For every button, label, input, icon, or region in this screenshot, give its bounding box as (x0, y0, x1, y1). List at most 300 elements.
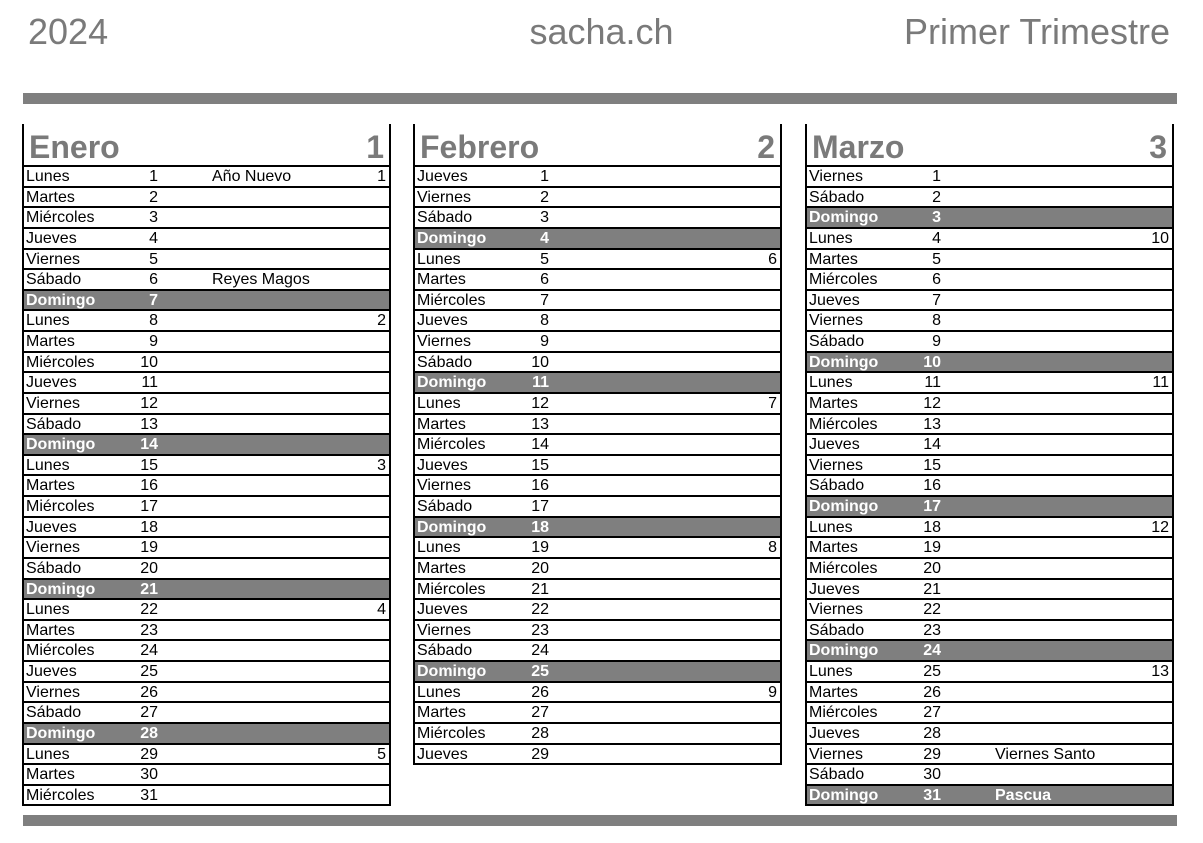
day-row (415, 208, 780, 229)
week-number: 1 (377, 168, 386, 185)
day-name: Sábado (417, 498, 473, 515)
day-row (807, 724, 1172, 745)
day-number: 30 (923, 766, 941, 784)
day-row (24, 621, 389, 642)
day-name: Lunes (26, 456, 70, 474)
day-row (24, 724, 389, 745)
day-name: Domingo (809, 786, 879, 804)
day-number: 22 (140, 601, 158, 619)
day-row (807, 415, 1172, 436)
day-number: 12 (923, 394, 941, 412)
day-number: 5 (932, 250, 941, 268)
holiday-label: Viernes Santo (995, 745, 1096, 763)
day-row (24, 456, 389, 477)
day-number: 29 (140, 745, 158, 763)
day-name: Miércoles (809, 559, 878, 577)
day-row (807, 394, 1172, 415)
day-row (807, 476, 1172, 497)
day-row (807, 167, 1172, 188)
day-row (415, 229, 780, 250)
day-name: Lunes (26, 312, 70, 330)
day-name: Lunes (26, 168, 70, 185)
day-name: Viernes (417, 621, 471, 639)
day-name: Martes (809, 683, 858, 701)
day-name: Viernes (26, 683, 80, 701)
day-number: 30 (140, 766, 158, 784)
day-number: 3 (149, 209, 158, 227)
day-row (24, 167, 389, 188)
day-number: 17 (531, 498, 549, 515)
day-row (807, 373, 1172, 394)
day-name: Sábado (809, 621, 865, 639)
day-number: 15 (140, 456, 158, 474)
day-number: 4 (149, 229, 158, 247)
day-row (807, 497, 1172, 518)
day-name: Lunes (26, 601, 70, 619)
day-name: Viernes (809, 601, 863, 619)
day-row (415, 724, 780, 745)
day-row (807, 353, 1172, 374)
day-number: 18 (531, 518, 549, 536)
day-row (24, 559, 389, 580)
day-name: Domingo (26, 724, 96, 742)
month-number: 1 (366, 129, 384, 165)
day-row (24, 291, 389, 312)
week-number: 7 (768, 394, 777, 412)
month-name: Febrero (420, 129, 540, 165)
day-number: 31 (140, 786, 158, 804)
day-name: Jueves (26, 229, 77, 247)
day-row (415, 745, 780, 766)
day-number: 10 (531, 353, 549, 371)
day-number: 8 (149, 312, 158, 330)
day-name: Miércoles (417, 291, 486, 309)
day-row (24, 373, 389, 394)
day-row (415, 435, 780, 456)
day-row (24, 538, 389, 559)
day-number: 20 (923, 559, 941, 577)
day-number: 7 (932, 291, 941, 309)
day-number: 11 (141, 374, 158, 392)
day-number: 13 (140, 415, 158, 433)
holiday-label: Pascua (995, 786, 1052, 804)
day-number: 18 (923, 518, 941, 536)
day-row (415, 291, 780, 312)
day-name: Viernes (417, 477, 471, 495)
day-number: 6 (149, 271, 158, 289)
day-number: 26 (531, 683, 549, 701)
day-row (415, 456, 780, 477)
site-label: sacha.ch (529, 11, 674, 52)
day-row (415, 332, 780, 353)
day-name: Sábado (809, 188, 865, 206)
week-number: 9 (768, 683, 777, 701)
day-row (24, 765, 389, 786)
day-number: 22 (923, 601, 941, 619)
day-name: Miércoles (417, 580, 486, 598)
day-name: Sábado (26, 559, 82, 577)
day-name: Viernes (26, 250, 80, 268)
day-name: Martes (809, 539, 858, 557)
day-name: Viernes (417, 333, 471, 350)
day-name: Domingo (809, 209, 879, 227)
day-number: 19 (140, 539, 158, 557)
day-number: 26 (140, 683, 158, 701)
day-row (415, 683, 780, 704)
day-name: Domingo (809, 353, 879, 371)
day-number: 8 (932, 312, 941, 330)
day-row (807, 208, 1172, 229)
day-list (415, 167, 780, 765)
day-number: 22 (531, 601, 549, 619)
day-row (24, 745, 389, 766)
day-number: 15 (531, 456, 549, 474)
week-number: 5 (377, 745, 386, 763)
day-name: Sábado (417, 353, 473, 371)
day-row (807, 435, 1172, 456)
day-name: Miércoles (809, 415, 878, 433)
day-number: 12 (531, 394, 549, 412)
day-row (807, 332, 1172, 353)
day-number: 29 (531, 745, 549, 763)
day-row (415, 394, 780, 415)
day-number: 14 (923, 436, 941, 454)
day-row (415, 518, 780, 539)
day-number: 26 (923, 683, 941, 701)
day-row (24, 435, 389, 456)
day-row (807, 270, 1172, 291)
day-row (415, 167, 780, 188)
day-row (807, 683, 1172, 704)
day-number: 18 (140, 518, 158, 536)
day-number: 17 (140, 498, 158, 515)
day-name: Martes (809, 250, 858, 268)
day-name: Miércoles (809, 704, 878, 722)
day-name: Martes (417, 415, 466, 433)
day-name: Lunes (417, 250, 461, 268)
day-number: 23 (140, 621, 158, 639)
day-row (415, 641, 780, 662)
day-row (24, 353, 389, 374)
quarter-label: Primer Trimestre (903, 11, 1170, 52)
day-name: Jueves (26, 374, 77, 392)
day-number: 10 (140, 353, 158, 371)
holiday-label: Reyes Magos (212, 271, 310, 289)
day-row (24, 270, 389, 291)
day-name: Sábado (26, 704, 82, 722)
day-number: 2 (540, 188, 549, 206)
day-number: 13 (923, 415, 941, 433)
day-name: Viernes (809, 745, 863, 763)
day-number: 5 (540, 250, 549, 268)
week-number: 6 (768, 250, 777, 268)
day-number: 21 (531, 580, 549, 598)
day-number: 4 (540, 229, 549, 247)
day-row (24, 683, 389, 704)
day-number: 25 (531, 663, 549, 680)
day-row (415, 311, 780, 332)
day-number: 29 (923, 745, 941, 763)
day-number: 10 (923, 353, 941, 371)
month-header (24, 124, 389, 167)
day-number: 21 (140, 580, 158, 598)
day-row (807, 250, 1172, 271)
day-name: Jueves (809, 580, 860, 598)
day-number: 24 (140, 642, 158, 660)
day-row (24, 208, 389, 229)
day-number: 3 (540, 209, 549, 227)
day-name: Viernes (809, 312, 863, 330)
day-number: 25 (923, 663, 941, 680)
day-number: 14 (531, 436, 549, 454)
day-name: Martes (26, 621, 75, 639)
week-number: 8 (768, 539, 777, 557)
week-number: 10 (1151, 229, 1169, 247)
day-row (807, 621, 1172, 642)
day-row (807, 291, 1172, 312)
day-number: 7 (149, 291, 158, 309)
day-row (807, 538, 1172, 559)
day-name: Domingo (809, 642, 879, 660)
day-name: Miércoles (417, 724, 486, 742)
day-name: Jueves (417, 745, 468, 763)
day-name: Miércoles (26, 498, 95, 515)
day-number: 5 (149, 250, 158, 268)
week-number: 13 (1151, 663, 1169, 680)
day-row (415, 703, 780, 724)
day-name: Lunes (809, 374, 853, 392)
day-name: Lunes (809, 663, 853, 680)
day-number: 16 (923, 477, 941, 495)
day-number: 14 (140, 436, 158, 454)
day-row (415, 250, 780, 271)
holiday-label: Año Nuevo (212, 168, 292, 185)
day-row (24, 188, 389, 209)
day-row (24, 641, 389, 662)
day-number: 9 (149, 333, 158, 350)
day-name: Jueves (809, 436, 860, 454)
day-name: Domingo (26, 291, 96, 309)
day-name: Jueves (809, 291, 860, 309)
day-row (415, 621, 780, 642)
day-name: Lunes (809, 518, 853, 536)
day-row (415, 538, 780, 559)
day-name: Martes (26, 188, 75, 206)
day-row (807, 765, 1172, 786)
day-row (807, 311, 1172, 332)
month-number: 2 (757, 129, 775, 165)
day-row (24, 600, 389, 621)
day-name: Jueves (417, 456, 468, 474)
day-name: Viernes (809, 168, 863, 185)
day-name: Martes (417, 271, 466, 289)
day-number: 20 (531, 559, 549, 577)
day-name: Lunes (26, 745, 70, 763)
day-row (24, 786, 389, 807)
day-row (415, 580, 780, 601)
day-number: 27 (140, 704, 158, 722)
day-number: 11 (924, 374, 941, 392)
day-number: 2 (932, 188, 941, 206)
day-row (807, 786, 1172, 807)
month-name: Marzo (812, 129, 905, 165)
day-row (807, 662, 1172, 683)
week-number: 3 (377, 456, 386, 474)
day-row (24, 394, 389, 415)
day-number: 6 (540, 271, 549, 289)
day-name: Miércoles (417, 436, 486, 454)
day-row (415, 188, 780, 209)
day-number: 19 (531, 539, 549, 557)
day-number: 2 (149, 188, 158, 206)
day-number: 24 (923, 642, 941, 660)
day-row (807, 518, 1172, 539)
day-name: Martes (26, 333, 75, 350)
day-name: Sábado (809, 477, 865, 495)
day-number: 27 (531, 704, 549, 722)
day-number: 19 (923, 539, 941, 557)
day-row (24, 703, 389, 724)
day-row (24, 497, 389, 518)
day-name: Viernes (417, 188, 471, 206)
day-list (24, 167, 389, 806)
day-number: 9 (540, 333, 549, 350)
day-row (415, 476, 780, 497)
day-number: 16 (531, 477, 549, 495)
day-row (415, 270, 780, 291)
month-number: 3 (1149, 129, 1167, 165)
day-row (807, 559, 1172, 580)
day-row (24, 415, 389, 436)
day-number: 11 (532, 374, 549, 392)
day-number: 28 (140, 724, 158, 742)
month-header (415, 124, 780, 167)
day-name: Sábado (809, 766, 865, 784)
day-row (415, 497, 780, 518)
day-name: Lunes (417, 394, 461, 412)
day-name: Domingo (809, 498, 879, 515)
day-name: Jueves (26, 663, 77, 680)
day-number: 20 (140, 559, 158, 577)
day-row (807, 456, 1172, 477)
day-name: Sábado (26, 415, 82, 433)
day-name: Jueves (417, 168, 468, 185)
bottom-divider (23, 815, 1177, 826)
day-row (807, 745, 1172, 766)
day-name: Sábado (809, 333, 865, 350)
day-number: 1 (540, 168, 549, 185)
day-name: Lunes (417, 683, 461, 701)
day-number: 21 (923, 580, 941, 598)
day-number: 4 (932, 229, 941, 247)
day-number: 28 (923, 724, 941, 742)
day-number: 23 (923, 621, 941, 639)
day-row (24, 662, 389, 683)
month-header (807, 124, 1172, 167)
day-row (24, 476, 389, 497)
day-number: 6 (932, 271, 941, 289)
day-name: Miércoles (26, 209, 95, 227)
day-row (415, 559, 780, 580)
month-enero (22, 124, 391, 806)
day-row (415, 662, 780, 683)
day-name: Domingo (26, 436, 96, 454)
day-number: 28 (531, 724, 549, 742)
day-row (807, 703, 1172, 724)
day-list (807, 167, 1172, 806)
day-number: 1 (932, 168, 941, 185)
day-row (415, 600, 780, 621)
week-number: 11 (1152, 374, 1169, 392)
day-row (24, 332, 389, 353)
day-number: 7 (540, 291, 549, 309)
day-name: Domingo (417, 518, 487, 536)
day-name: Martes (809, 394, 858, 412)
day-row (24, 518, 389, 539)
day-name: Jueves (26, 518, 77, 536)
day-name: Sábado (417, 642, 473, 660)
day-number: 31 (923, 786, 941, 804)
week-number: 12 (1151, 518, 1169, 536)
day-name: Viernes (26, 539, 80, 557)
day-name: Miércoles (26, 353, 95, 371)
day-name: Domingo (417, 229, 487, 247)
day-name: Sábado (417, 209, 473, 227)
day-number: 16 (140, 477, 158, 495)
day-row (807, 188, 1172, 209)
day-number: 12 (140, 394, 158, 412)
day-name: Jueves (417, 312, 468, 330)
day-name: Jueves (417, 601, 468, 619)
day-row (415, 415, 780, 436)
month-marzo (805, 124, 1174, 806)
day-row (415, 353, 780, 374)
day-row (807, 229, 1172, 250)
day-name: Miércoles (26, 642, 95, 660)
day-name: Martes (417, 704, 466, 722)
day-name: Sábado (26, 271, 82, 289)
day-name: Lunes (809, 229, 853, 247)
day-row (807, 580, 1172, 601)
day-row (807, 641, 1172, 662)
day-number: 17 (923, 498, 941, 515)
day-name: Domingo (417, 663, 487, 680)
day-number: 9 (932, 333, 941, 350)
day-number: 27 (923, 704, 941, 722)
day-number: 13 (531, 415, 549, 433)
day-number: 1 (149, 168, 158, 185)
week-number: 4 (377, 601, 386, 619)
day-name: Miércoles (26, 786, 95, 804)
day-name: Jueves (809, 724, 860, 742)
day-row (24, 250, 389, 271)
day-name: Viernes (26, 394, 80, 412)
day-number: 25 (140, 663, 158, 680)
day-name: Martes (26, 766, 75, 784)
day-number: 24 (531, 642, 549, 660)
day-name: Domingo (417, 374, 487, 392)
day-name: Viernes (809, 456, 863, 474)
day-row (24, 229, 389, 250)
day-row (24, 311, 389, 332)
week-number: 2 (377, 312, 386, 330)
day-name: Miércoles (809, 271, 878, 289)
day-name: Lunes (417, 539, 461, 557)
month-febrero (413, 124, 782, 765)
month-name: Enero (29, 129, 120, 165)
day-row (415, 373, 780, 394)
top-divider (23, 93, 1177, 104)
